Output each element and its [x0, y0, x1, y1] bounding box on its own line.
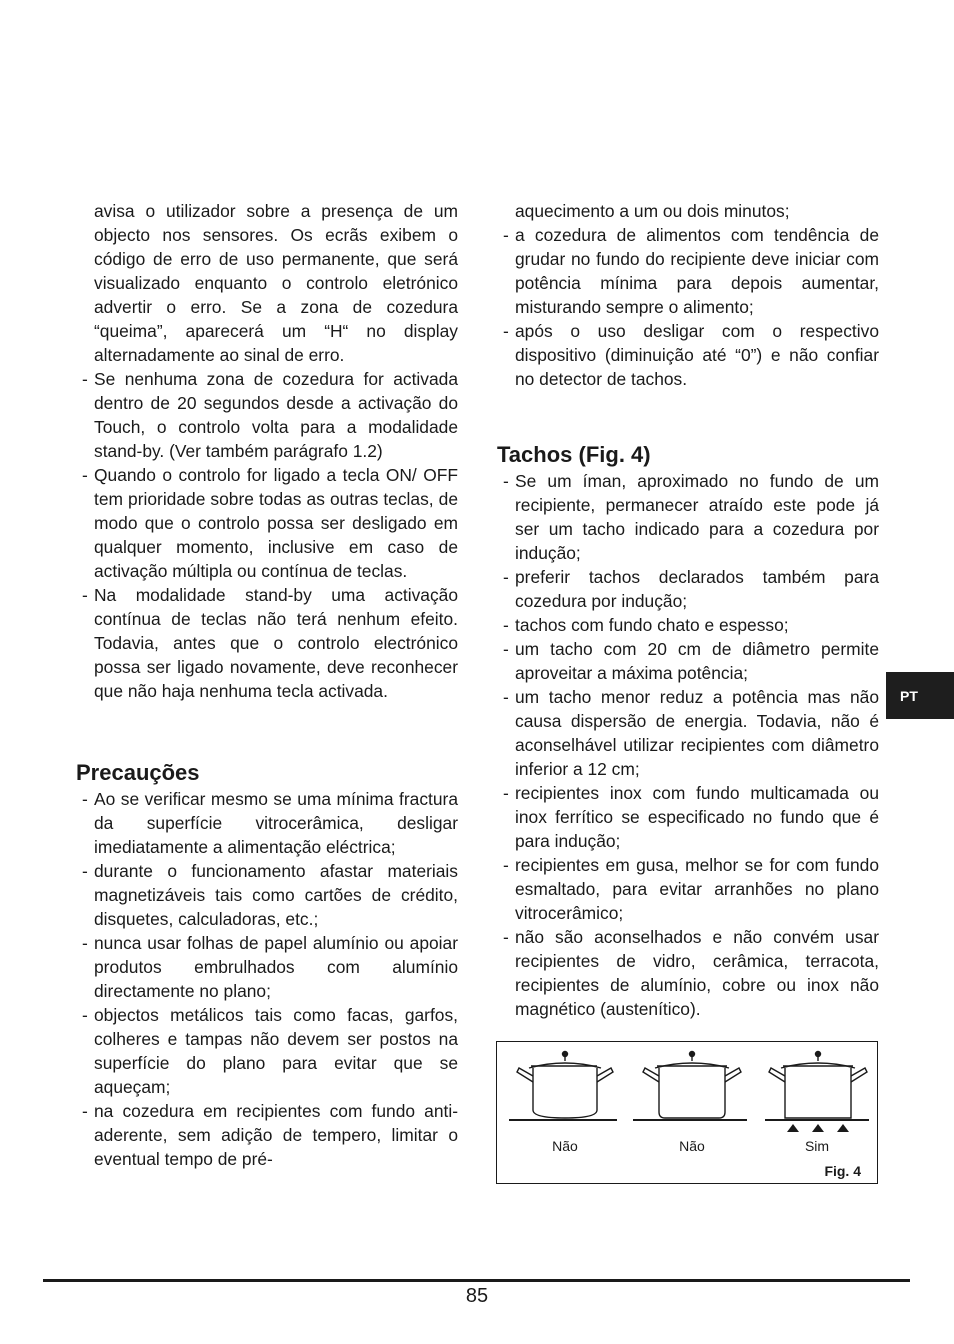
list-item: - preferir tachos declarados também para cozedura por indução; [497, 565, 879, 613]
pans-list [497, 469, 879, 1021]
figure-label-no: Não [679, 1138, 705, 1154]
list-item: - durante o funcionamento afastar materiais magnetizáveis tais como cartões de crédito, disquetes, calculadoras, etc.; [76, 859, 458, 931]
language-tab: PT [886, 672, 954, 719]
figure-label-yes: Sim [804, 1138, 830, 1154]
precautions-heading: Precauções [76, 760, 200, 785]
pot-flat-bottom-icon [765, 1052, 869, 1121]
list-item: - Ao se verificar mesmo se uma mínima fractura da superfície vitrocerâmica, desligar imediatamente a alimentação eléctrica; [76, 787, 458, 859]
pot-small-bottom-icon [633, 1052, 747, 1121]
list-item: - Na modalidade stand-by uma activação contínua de teclas não terá nenhum efeito. Todavia, antes que o controlo electrónico possa ser ligado novamente, deve reconhecer que não haja nenhuma tecla activada. [76, 583, 458, 703]
pans-heading: Tachos (Fig. 4) [497, 442, 651, 467]
figure-label-no: Não [552, 1138, 578, 1154]
list-item: - Se um íman, aproximado no fundo de um recipiente, permanecer atraído este pode já ser um tacho indicado para a cozedura por indução; [497, 469, 879, 565]
pans-illustration [497, 1042, 877, 1183]
list-item: - um tacho menor reduz a potência mas não causa dispersão de energia. Todavia, não é aconselhável utilizar recipientes com diâmetro inferior a 12 cm; [497, 685, 879, 781]
list-item: - Se nenhuma zona de cozedura for activada dentro de 20 segundos desde a activação do Touch, o controlo volta para a modalidade stand-by. (Ver também parágrafo 1.2) [76, 367, 458, 463]
pot-curved-bottom-icon [509, 1052, 617, 1121]
precautions-list [76, 787, 458, 1171]
heat-arrows-icon [787, 1124, 849, 1132]
list-item: - recipientes em gusa, melhor se for com fundo esmaltado, para evitar arranhões no plano vitrocerâmico; [497, 853, 879, 925]
list-item: - objectos metálicos tais como facas, garfos, colheres e tampas não devem ser postos na superfície do plano para evitar que se aqueçam; [76, 1003, 458, 1099]
right-bullet-list [497, 223, 879, 391]
list-item: - um tacho com 20 cm de diâmetro permite aproveitar a máxima potência; [497, 637, 879, 685]
figure-caption: Fig. 4 [824, 1163, 861, 1179]
list-item: - após o uso desligar com o respectivo dispositivo (diminuição até “0”) e não confiar no detector de tachos. [497, 319, 879, 391]
list-item: - Quando o controlo for ligado a tecla ON/ OFF tem prioridade sobre todas as outras teclas, de modo que o controlo possa ser desligado em qualquer momento, inclusive em caso de activação múltipla ou contínua de teclas. [76, 463, 458, 583]
page-number: 85 [465, 1285, 489, 1307]
right-column [497, 199, 879, 1021]
list-item: - a cozedura de alimentos com tendência de grudar no fundo do recipiente deve iniciar com potência mínima para depois aumentar, misturando sempre o alimento; [497, 223, 879, 319]
list-item: - tachos com fundo chato e espesso; [497, 613, 879, 637]
list-item: - recipientes inox com fundo multicamada ou inox ferrítico se especificado no fundo que é para indução; [497, 781, 879, 853]
footer-divider [43, 1279, 910, 1282]
left-column [76, 199, 458, 1171]
list-item: - não são aconselhados e não convém usar recipientes de vidro, cerâmica, terracota, recipientes de alumínio, cobre ou inox não magnético (austenítico). [497, 925, 879, 1021]
figure-4 [496, 1041, 878, 1184]
right-continuation-paragraph: aquecimento a um ou dois minutos; [515, 201, 790, 221]
left-continuation-paragraph: avisa o utilizador sobre a presença de um objecto nos sensores. Os ecrãs exibem o código de erro de uso permanente, que será visualizado enquanto o controlo eletrónico advertir o erro. Se a zona de cozedura “queima”, aparecerá um “H“ no display alternadamente ao sinal de erro. [94, 201, 458, 365]
list-item: - nunca usar folhas de papel alumínio ou apoiar produtos embrulhados com alumínio directamente no plano; [76, 931, 458, 1003]
list-item: - na cozedura em recipientes com fundo anti-aderente, sem adição de tempero, limitar o eventual tempo de pré- [76, 1099, 458, 1171]
left-bullet-list [76, 367, 458, 703]
